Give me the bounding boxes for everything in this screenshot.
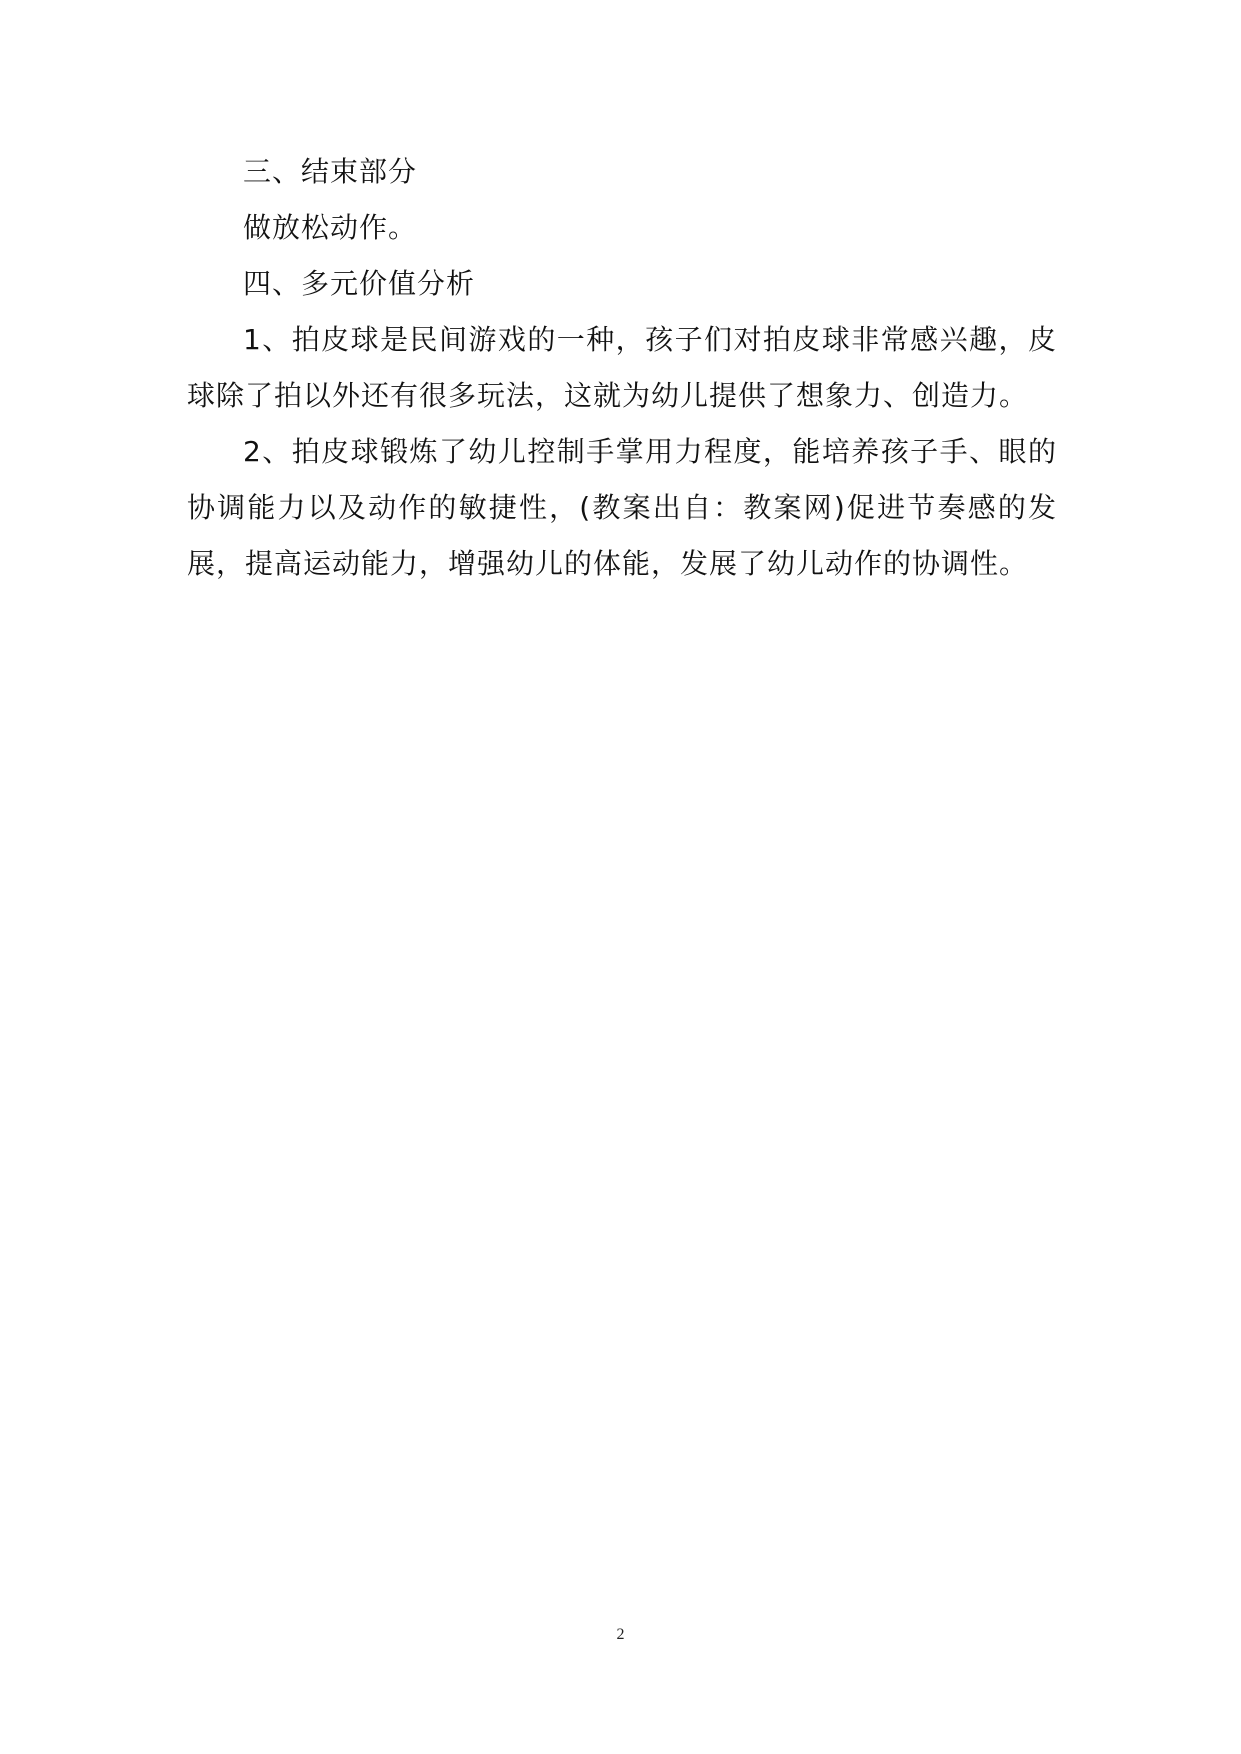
paragraph-point-2: 2、拍皮球锻炼了幼儿控制手掌用力程度，能培养孩子手、眼的协调能力以及动作的敏捷性，(教案出自：教案网)促进节奏感的发展，提高运动能力，增强幼儿的体能，发展了幼儿动作的协调性。 — [187, 435, 1057, 580]
paragraph-relax: 做放松动作。 — [243, 211, 418, 244]
page-number: 2 — [616, 1626, 625, 1643]
document-body — [187, 144, 1057, 592]
section-heading-value-analysis: 四、多元价值分析 — [243, 267, 476, 300]
section-heading-ending: 三、结束部分 — [243, 155, 418, 188]
paragraph-point-1: 1、拍皮球是民间游戏的一种，孩子们对拍皮球非常感兴趣，皮球除了拍以外还有很多玩法，这就为幼儿提供了想象力、创造力。 — [187, 323, 1057, 412]
